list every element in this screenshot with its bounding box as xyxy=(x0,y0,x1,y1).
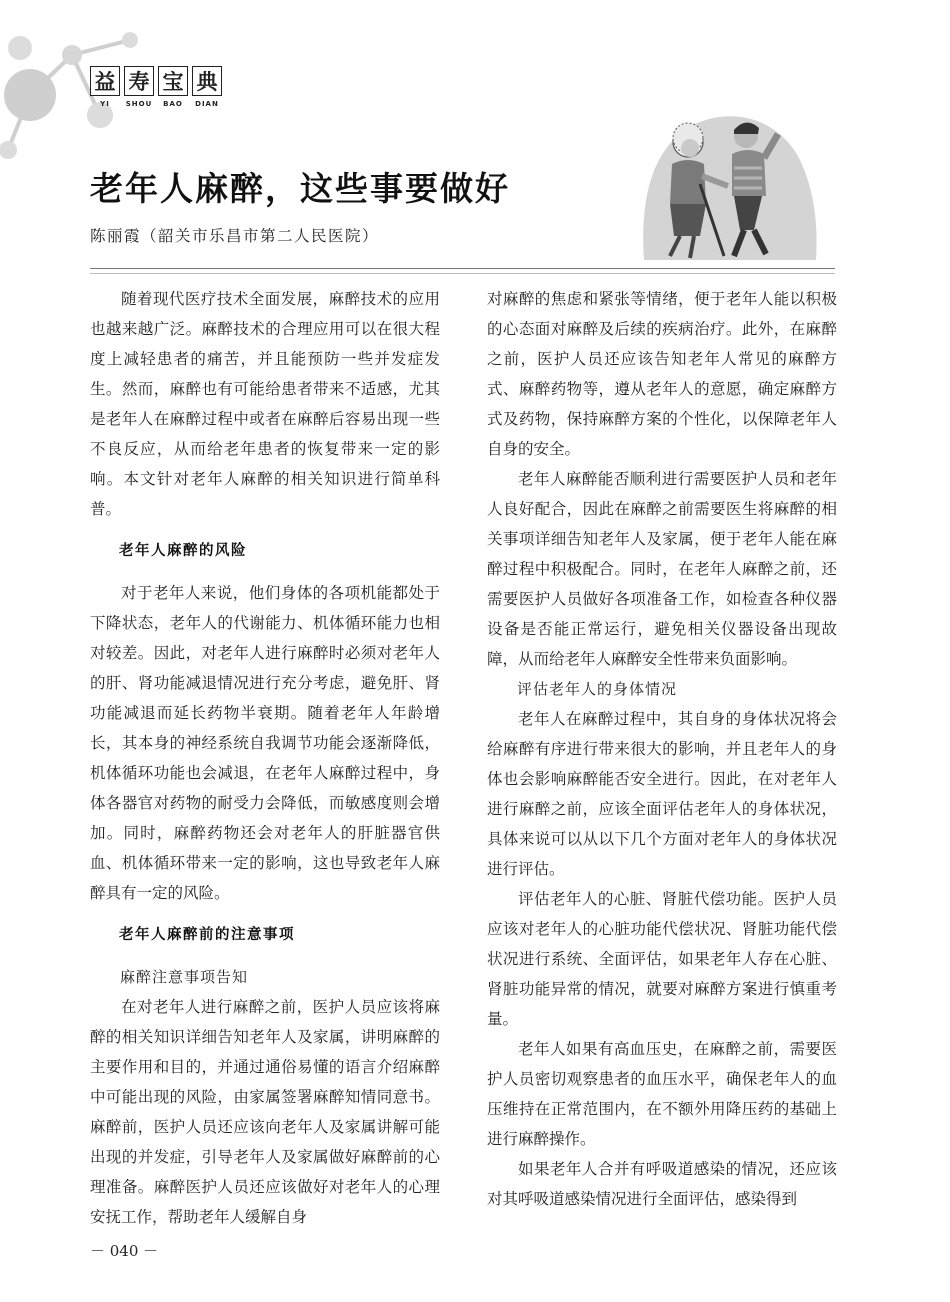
brand-char: 典 xyxy=(192,66,222,96)
article-author: 陈丽霞（韶关市乐昌市第二人民医院） xyxy=(90,227,380,245)
brand-char: 宝 xyxy=(158,66,188,96)
paragraph: 老年人麻醉能否顺利进行需要医护人员和老年人良好配合，因此在麻醉之前需要医生将麻醉的相关事项详细告知老年人及家属，便于老年人能在麻醉过程中积极配合。同时，在老年人麻醉之前，还需要医护人员做好各项准备工作，如检查各种仪器设备是否能正常运行，避免相关仪器设备出现故障，从而给老年人麻醉安全性带来负面影响。 xyxy=(487,470,837,668)
right-column xyxy=(487,284,837,1214)
paragraph: 在对老年人进行麻醉之前，医护人员应该将麻醉的相关知识详细告知老年人及家属，讲明麻醉的主要作用和目的，并通过通俗易懂的语言介绍麻醉中可能出现的风险，由家属签署麻醉知情同意书。麻醉前，医护人员还应该向老年人及家属讲解可能出现的并发症，引导老年人及家属做好麻醉前的心理准备。麻醉医护人员还应该做好对老年人的心理安抚工作，帮助老年人缓解自身 xyxy=(90,998,440,1226)
subsection-heading: 麻醉注意事项告知 xyxy=(120,968,249,986)
brand-char: 益 xyxy=(90,66,120,96)
brand-pinyin: YI xyxy=(100,100,110,108)
section-heading: 老年人麻醉前的注意事项 xyxy=(119,926,295,943)
paragraph: 对麻醉的焦虑和紧张等情绪，便于老年人能以积极的心态面对麻醉及后续的疾病治疗。此外，在麻醉之前，医护人员还应该告知老年人常见的麻醉方式、麻醉药物等，遵从老年人的意愿，确定麻醉方式及药物，保持麻醉方案的个性化，以保障老年人自身的安全。 xyxy=(487,290,837,458)
header-divider xyxy=(90,268,835,269)
brand-pinyin: SHOU xyxy=(125,100,153,108)
elderly-couple-illustration xyxy=(640,112,840,260)
paragraph: 老年人如果有高血压史，在麻醉之前，需要医护人员密切观察患者的血压水平，确保老年人的血压维持在正常范围内，在不额外用降压药的基础上进行麻醉操作。 xyxy=(487,1040,837,1148)
subsection-heading: 评估老年人的身体情况 xyxy=(517,680,678,698)
paragraph: 对于老年人来说，他们身体的各项机能都处于下降状态，老年人的代谢能力、机体循环能力也相对较差。因此，对老年人进行麻醉时必须对老年人的肝、肾功能减退情况进行充分考虑，避免肝、肾功能减退而延长药物半衰期。随着老年人年龄增长，其本身的神经系统自我调节功能会逐渐降低，机体循环功能也会减退，在老年人麻醉过程中，身体各器官对药物的耐受力会降低，而敏感度则会增加。同时，麻醉药物还会对老年人的肝脏器官供血、机体循环带来一定的影响，这也导致老年人麻醉具有一定的风险。 xyxy=(90,584,440,902)
paragraph: 评估老年人的心脏、肾脏代偿功能。医护人员应该对老年人的心脏功能代偿状况、肾脏功能代偿状况进行系统、全面评估，如果老年人存在心脏、肾脏功能异常的情况，就要对麻醉方案进行慎重考量。 xyxy=(487,890,837,1028)
brand-char: 寿 xyxy=(124,66,154,96)
left-column xyxy=(90,284,440,1232)
page-number: － 040 － xyxy=(90,1242,159,1260)
paragraph: 老年人在麻醉过程中，其自身的身体状况将会给麻醉有序进行带来很大的影响，并且老年人的身体也会影响麻醉能否安全进行。因此，在对老年人进行麻醉之前，应该全面评估老年人的身体状况，具体来说可以从以下几个方面对老年人的身体状况进行评估。 xyxy=(487,710,837,878)
column-brand xyxy=(90,66,222,108)
header-divider xyxy=(90,273,835,274)
section-heading: 老年人麻醉的风险 xyxy=(119,542,247,559)
paragraph: 如果老年人合并有呼吸道感染的情况，还应该对其呼吸道感染情况进行全面评估，感染得到 xyxy=(487,1160,837,1208)
article-title: 老年人麻醉，这些事要做好 xyxy=(90,169,510,208)
brand-pinyin: BAO xyxy=(163,100,183,108)
brand-pinyin: DIAN xyxy=(195,100,219,108)
paragraph: 随着现代医疗技术全面发展，麻醉技术的应用也越来越广泛。麻醉技术的合理应用可以在很大程度上减轻患者的痛苦，并且能预防一些并发症发生。然而，麻醉也有可能给患者带来不适感，尤其是老年人在麻醉过程中或者在麻醉后容易出现一些不良反应，从而给老年患者的恢复带来一定的影响。本文针对老年人麻醉的相关知识进行简单科普。 xyxy=(90,290,440,518)
